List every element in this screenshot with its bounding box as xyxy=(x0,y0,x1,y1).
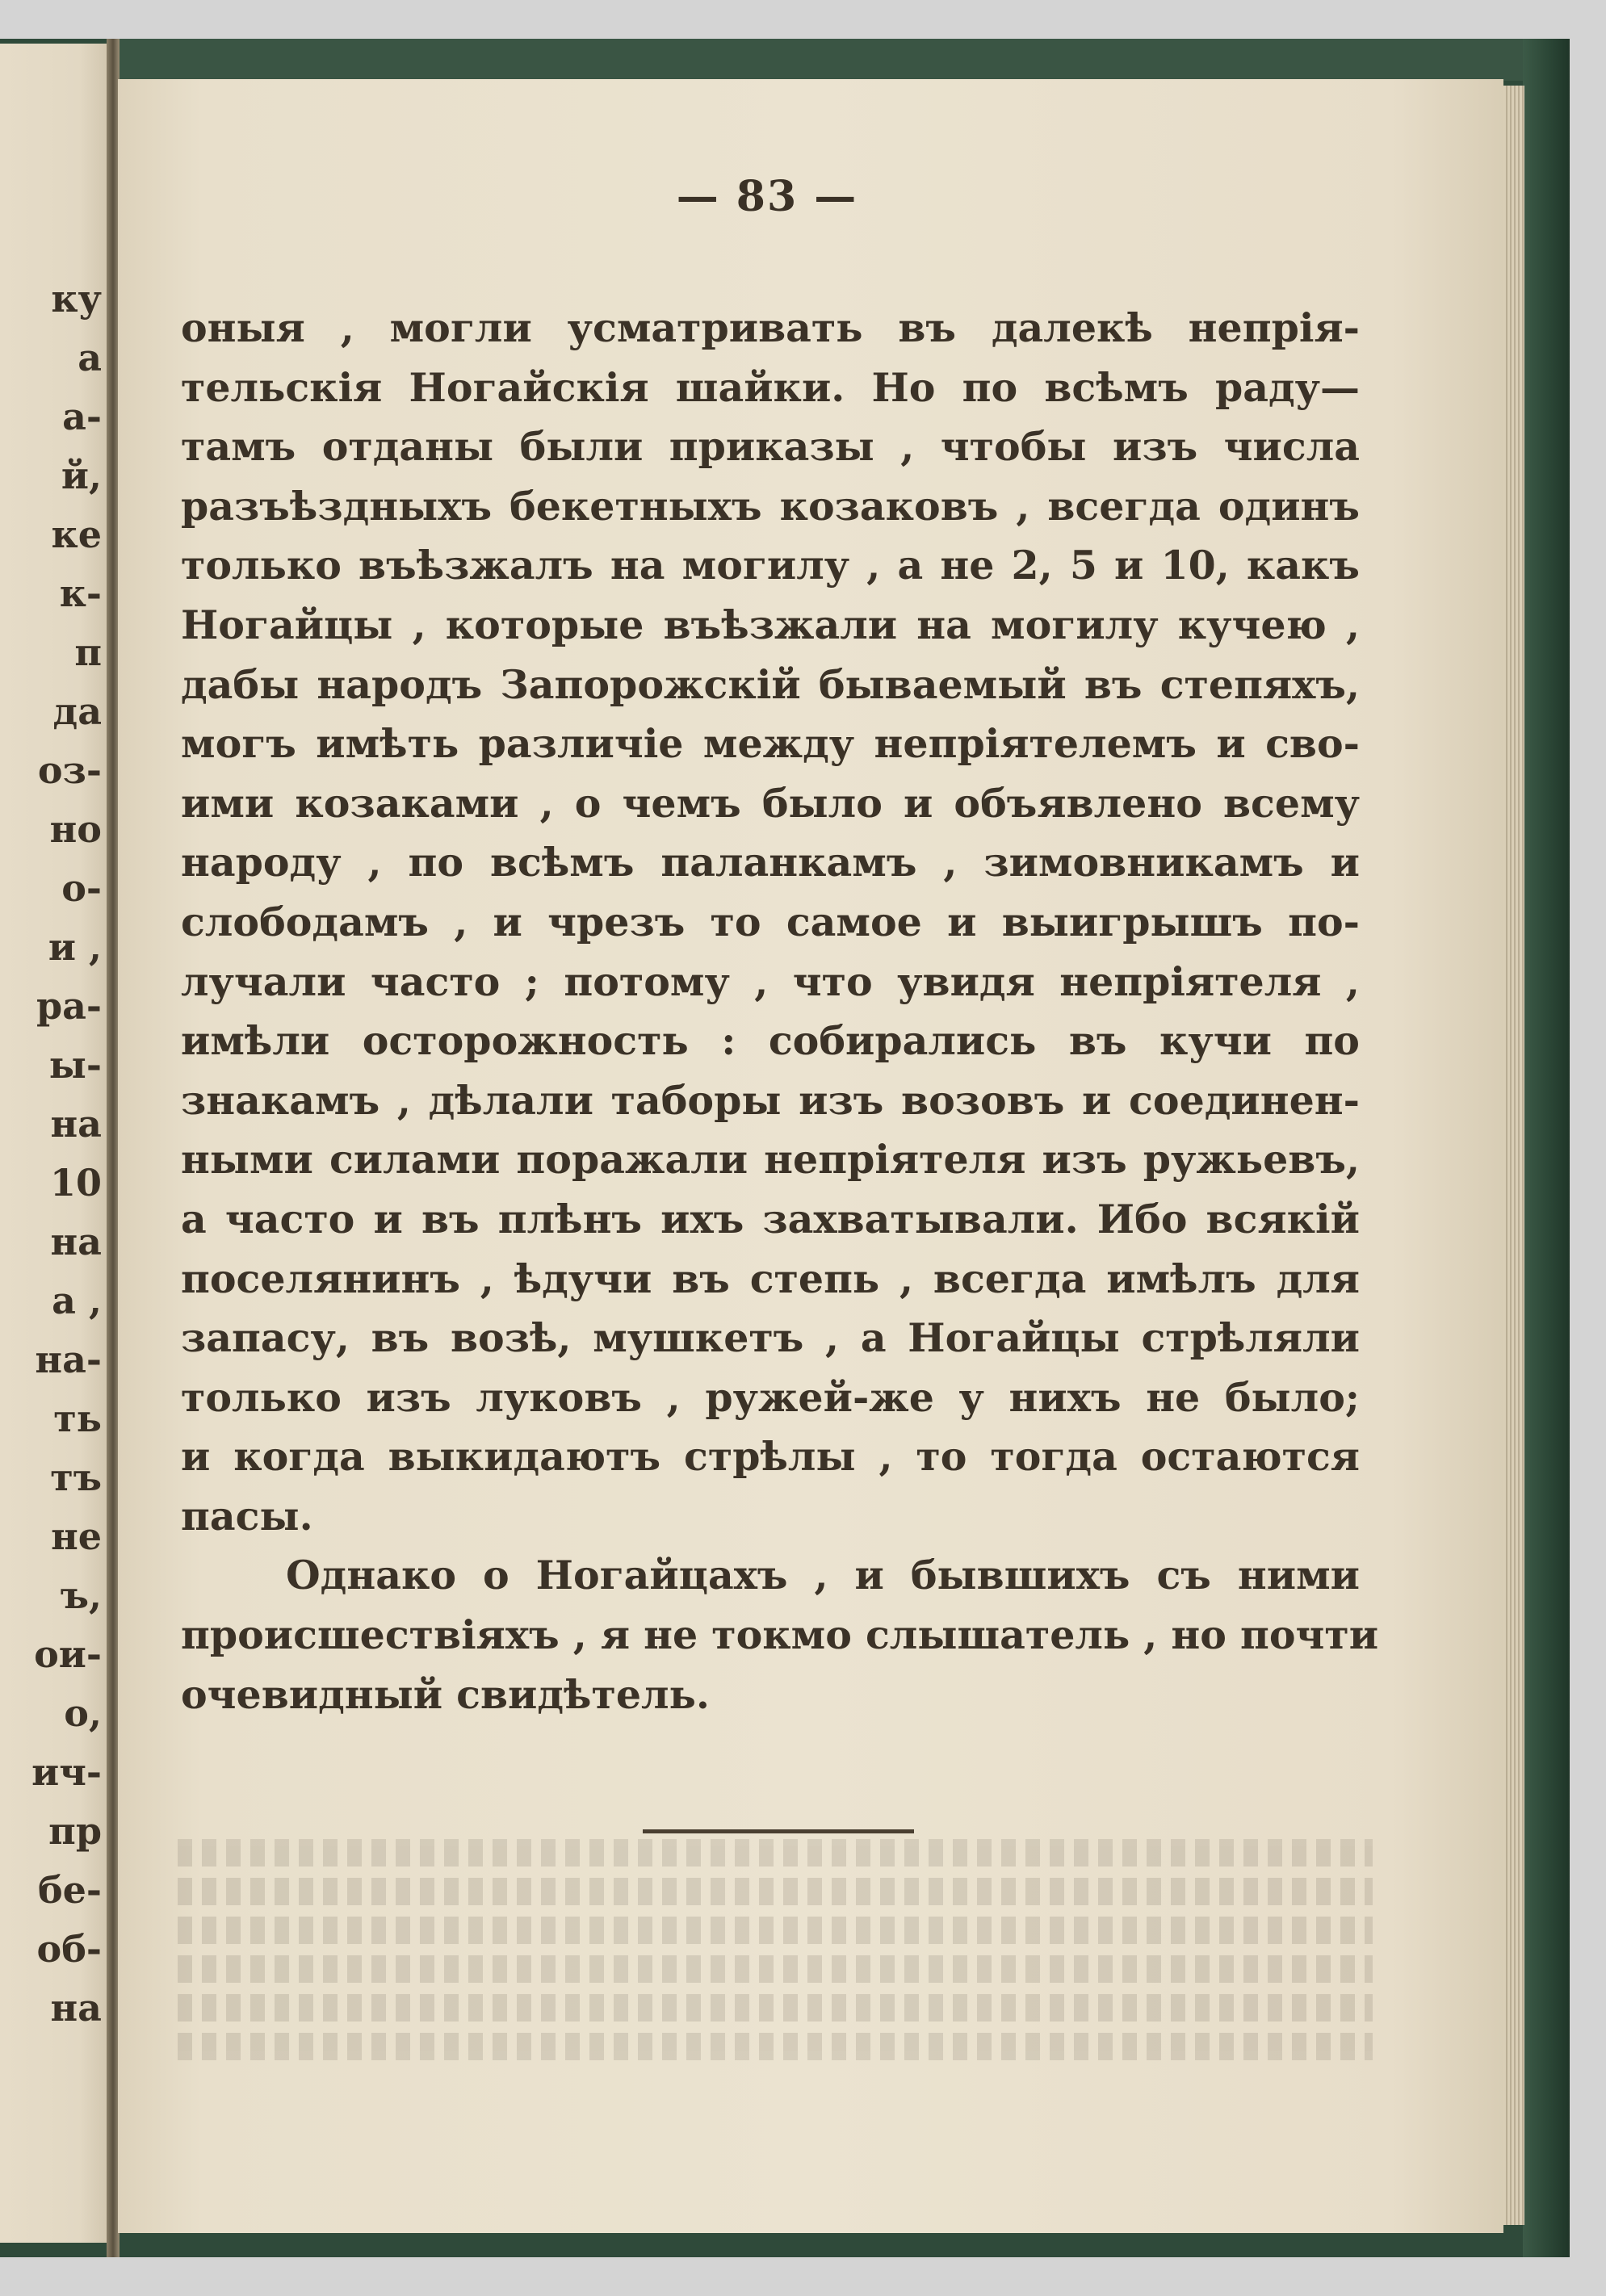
left-page-fragment: пр xyxy=(48,1809,102,1853)
text-line: только въѣзжалъ на могилу , а не 2, 5 и 10, какъ xyxy=(181,542,1360,589)
cover-top-band xyxy=(118,39,1524,81)
left-page-fragment: на- xyxy=(35,1338,102,1381)
text-line: разъѣздныхъ бекетныхъ козаковъ , всегда одинъ xyxy=(181,482,1360,530)
text-line: ими козаками , о чемъ было и объявлено всему xyxy=(181,779,1360,827)
text-line: тельскія Ногайскія шайки. Но по всѣмъ раду— xyxy=(181,363,1360,411)
left-page-fragment: и , xyxy=(48,925,102,969)
left-page-fragment: не xyxy=(51,1515,102,1558)
left-page-fragment: ъ, xyxy=(60,1573,102,1617)
left-page-fragment: ть xyxy=(53,1397,102,1440)
left-page-fragment: оз- xyxy=(37,748,102,792)
left-page-fragment: тъ xyxy=(50,1456,102,1499)
text-line: и когда выкидаютъ стрѣлы , то тогда остаются xyxy=(181,1433,1360,1481)
end-rule xyxy=(643,1829,914,1833)
text-line: запасу, въ возѣ, мушкетъ , а Ногайцы стрѣляли xyxy=(181,1314,1360,1362)
left-page-fragment: о- xyxy=(61,866,102,910)
text-line: поселянинъ , ѣдучи въ степь , всегда имѣлъ для xyxy=(181,1255,1360,1302)
left-page-fragment: ра- xyxy=(36,984,102,1028)
cover-edge xyxy=(1523,39,1570,2257)
left-page-fragment: ич- xyxy=(31,1750,102,1794)
text-line: Ногайцы , которые въѣзжали на могилу кучею , xyxy=(181,601,1360,648)
text-line: слободамъ , и чрезъ то самое и выигрышъ по- xyxy=(181,898,1360,945)
text-line: имѣли осторожность : собирались въ кучи по xyxy=(181,1017,1360,1065)
text-line: очевидный свидѣтель. xyxy=(181,1670,710,1718)
left-page-fragment: да xyxy=(52,689,102,733)
text-line: только изъ луковъ , ружей-же у нихъ не было; xyxy=(181,1373,1360,1421)
text-line: ными силами поражали непріятеля изъ ружьевъ, xyxy=(181,1136,1360,1184)
text-line: Однако о Ногайцахъ , и бывшихъ съ ними xyxy=(286,1552,1360,1599)
left-page-fragment: об- xyxy=(36,1927,102,1971)
text-line: дабы народъ Запорожскій бываемый въ степяхъ, xyxy=(181,660,1360,708)
text-line: народу , по всѣмъ паланкамъ , зимовникамъ и xyxy=(181,839,1360,886)
left-page-fragment: ку xyxy=(51,277,102,321)
left-page-fragment: 10 xyxy=(49,1161,102,1205)
left-page-fragment: на xyxy=(50,1102,102,1146)
left-page-fragment: о, xyxy=(64,1691,102,1735)
body-text xyxy=(181,299,1379,1724)
text-line: лучали часто ; потому , что увидя непріятеля , xyxy=(181,957,1360,1005)
text-line: оныя , могли усматривать въ далекѣ непрія- xyxy=(181,304,1360,351)
text-line: знакамъ , дѣлали таборы изъ возовъ и соединен- xyxy=(181,1076,1360,1124)
left-page-fragment: на xyxy=(50,1986,102,2030)
text-line: пасы. xyxy=(181,1492,313,1540)
left-page-text xyxy=(0,270,107,2038)
left-page xyxy=(0,44,113,2243)
text-line: а часто и въ плѣнъ ихъ захватывали. Ибо всякій xyxy=(181,1195,1360,1242)
left-page-fragment: й, xyxy=(61,454,102,497)
text-line: могъ имѣть различіе между непріятелемъ и сво- xyxy=(181,720,1360,768)
left-page-fragment: ои- xyxy=(34,1632,102,1676)
left-page-fragment: п xyxy=(74,631,102,674)
page-number: — 83 — xyxy=(676,172,858,221)
show-through-bleed xyxy=(178,1839,1373,2081)
book-scan xyxy=(0,39,1570,2257)
left-page-fragment: а xyxy=(78,336,102,379)
left-page-fragment: а- xyxy=(62,395,102,438)
left-page-fragment: на xyxy=(50,1220,102,1263)
left-page-fragment: к- xyxy=(59,572,102,615)
text-line: происшествіяхъ , я не токмо слышатель , но почти xyxy=(181,1611,1379,1659)
left-page-fragment: но xyxy=(49,807,102,851)
page-edges xyxy=(1503,86,1524,2225)
left-page-fragment: а , xyxy=(52,1279,102,1322)
left-page-fragment: ке xyxy=(51,513,102,556)
text-line: тамъ отданы были приказы , чтобы изъ числа xyxy=(181,423,1360,471)
left-page-fragment: бе- xyxy=(37,1868,102,1912)
left-page-fragment: ы- xyxy=(48,1043,102,1087)
